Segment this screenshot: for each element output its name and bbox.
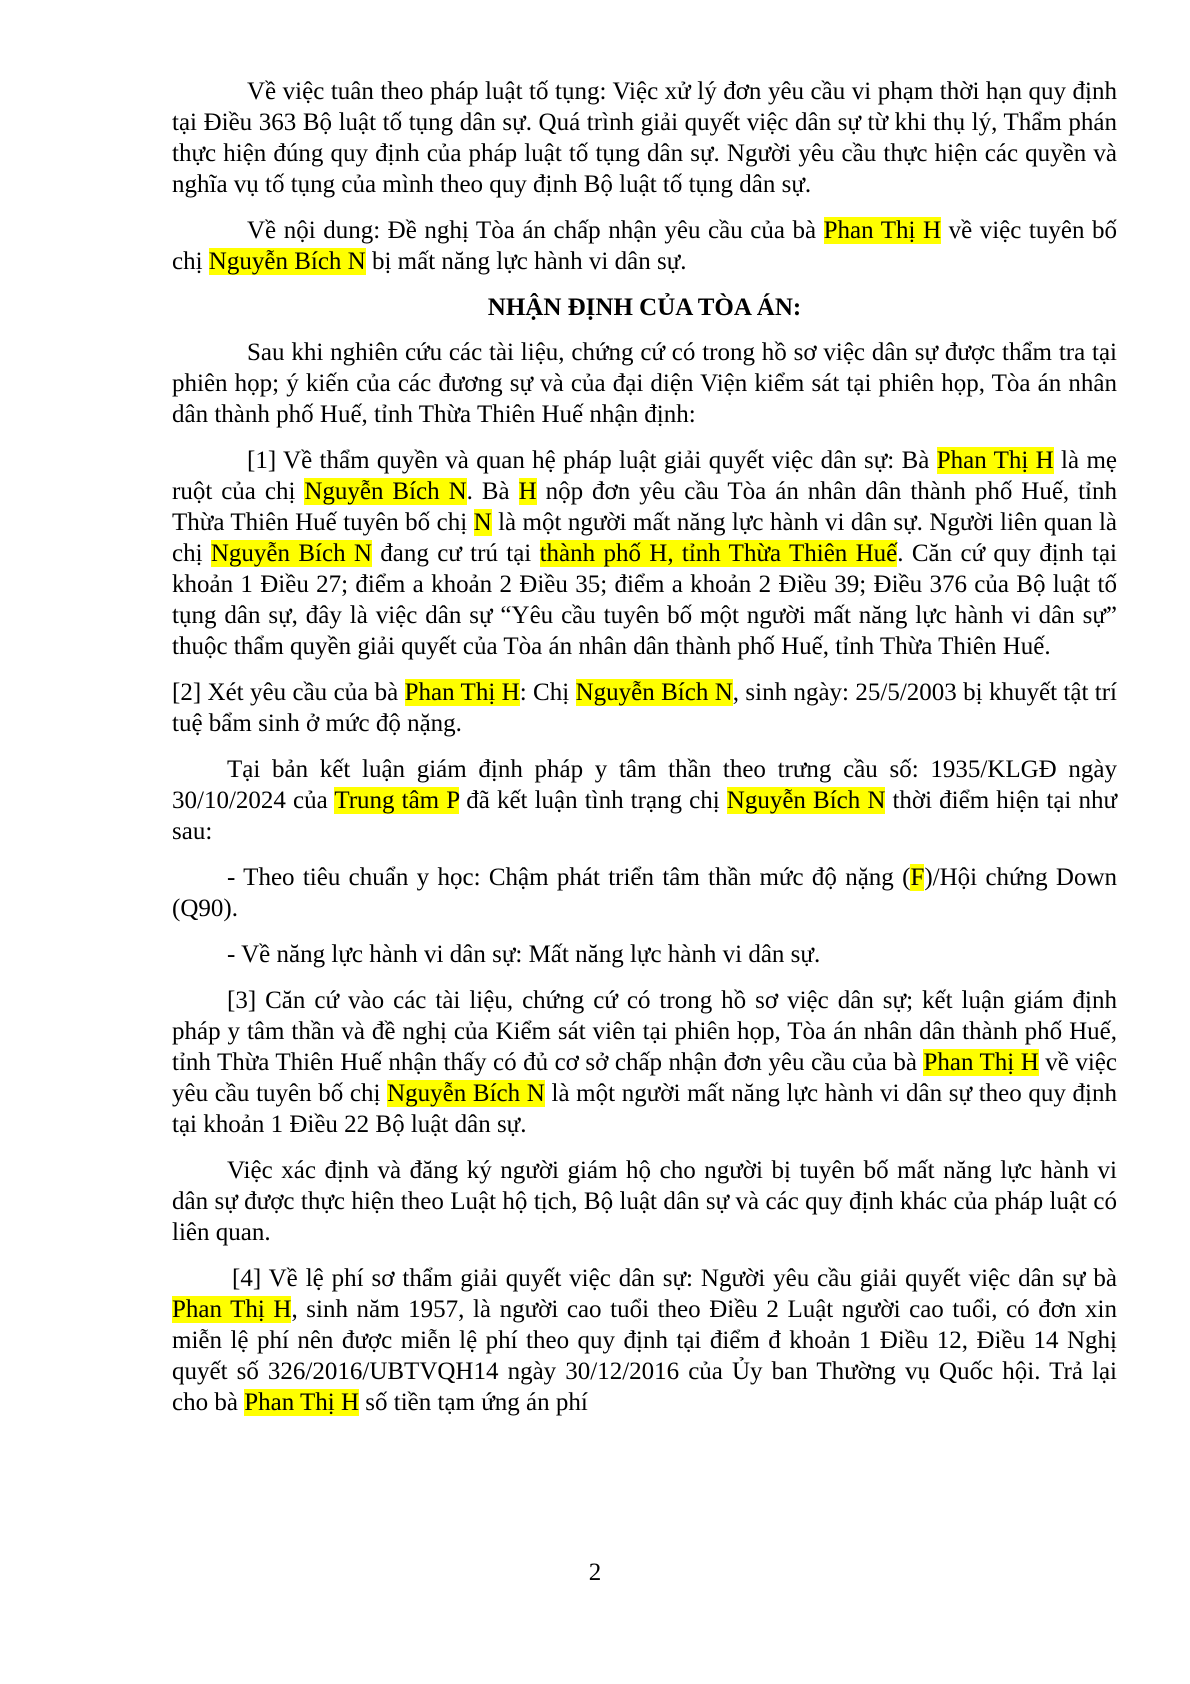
text-run: NHẬN ĐỊNH CỦA TÒA ÁN: [487,294,802,321]
document-body [172,76,1117,1433]
guardian-paragraph [172,1155,1117,1248]
highlighted-name: Nguyễn Bích N [210,540,372,567]
highlighted-name: N [473,509,492,536]
text-run: bị mất năng lực hành vi dân sự. [365,248,687,275]
highlighted-name: thành phố H, tỉnh Thừa Thiên Huế [539,540,898,567]
point-3-paragraph [172,985,1117,1140]
text-run: là một người mất năng lực hành vi dân sự theo quy định tại khoản 1 Điều 22 Bộ luật dân sự. [172,1080,1118,1138]
text-run: đang cư trú tại [371,540,540,567]
content-paragraph [172,215,1117,277]
text-run: là một người mất năng lực hành vi dân sự. Người liên quan là chị [172,509,1118,567]
highlighted-name: Phan Thị H [172,1296,292,1323]
text-run: số tiền tạm ứng án phí [359,1389,588,1416]
text-run: , sinh ngày: 25/5/2003 bị khuyết tật trí tuệ bẩm sinh ở mức độ nặng. [172,679,1117,737]
text-run: , sinh năm 1957, là người cao tuổi theo Điều 2 Luật người cao tuổi, có đơn xin miễn lệ phí nên được miễn lệ phí theo quy định tại điểm đ khoản 1 Điều 12, Điều 14 Nghị quyết số 326/2016/UBTVQH14 ngày 30/12/2016 của Ủy ban Thường vụ Quốc hội. Trả lại cho bà [172,1296,1117,1416]
text-run: Về nội dung: Đề nghị Tòa án chấp nhận yêu cầu của bà [247,217,824,244]
section-heading [172,292,1117,323]
text-run: [2] Xét yêu cầu của bà [172,679,405,706]
civil-capacity-item [172,939,1117,970]
text-run: [1] Về thẩm quyền và quan hệ pháp luật giải quyết việc dân sự: Bà [247,447,937,474]
text-run: )/Hội chứng Down (Q90). [172,864,1118,922]
highlighted-name: Nguyễn Bích N [575,679,733,706]
text-run: . Bà [466,478,519,505]
highlighted-name: Phan Thị H [936,447,1054,474]
point-2-paragraph [172,677,1117,739]
text-run: . Căn cứ quy định tại khoản 1 Điều 27; điểm a khoản 2 Điều 35; điểm a khoản 2 Điều 39; Điều 376 của Bộ luật tố tụng dân sự, đây là việc dân sự “Yêu cầu tuyên bố một người mất năng lực hành vi dân sự” thuộc thẩm quyền giải quyết của Tòa án nhân dân thành phố Huế, tỉnh Thừa Thiên Huế. [172,540,1117,660]
highlighted-name: F [910,864,925,891]
highlighted-name: Nguyễn Bích N [387,1080,545,1107]
highlighted-name: Phan Thị H [244,1389,360,1416]
text-run: Tại bản kết luận giám định pháp y tâm thần theo trưng cầu số: 1935/KLGĐ ngày 30/10/2024 của [172,756,1117,814]
text-run: là mẹ ruột của chị [172,447,1117,505]
text-run: Sau khi nghiên cứu các tài liệu, chứng cứ có trong hồ sơ việc dân sự được thẩm tra tại phiên họp; ý kiến của các đương sự và của đại diện Viện kiểm sát tại phiên họp, Tòa án nhân dân thành phố Huế, tỉnh Thừa Thiên Huế nhận định: [172,339,1117,428]
text-run: - Theo tiêu chuẩn y học: Chậm phát triển tâm thần mức độ nặng ( [227,864,911,891]
highlighted-name: Phan Thị H [923,1049,1039,1076]
text-run: thời điểm hiện tại như sau: [172,787,1118,845]
text-run: : Chị [519,679,576,706]
text-run: Việc xác định và đăng ký người giám hộ cho người bị tuyên bố mất năng lực hành vi dân sự được thực hiện theo Luật hộ tịch, Bộ luật dân sự và các quy định khác của pháp luật có liên quan. [172,1157,1117,1246]
highlighted-name: Nguyễn Bích N [304,478,467,505]
page-number: 2 [588,1559,602,1586]
medical-standard-item [172,862,1117,924]
text-run: nộp đơn yêu cầu Tòa án nhân dân thành phố Huế, tỉnh Thừa Thiên Huế tuyên bố chị [172,478,1118,536]
text-run: - Về năng lực hành vi dân sự: Mất năng lực hành vi dân sự. [227,941,821,968]
text-run: về việc yêu cầu tuyên bố chị [172,1049,1117,1107]
highlighted-name: Trung tâm P [334,787,460,814]
intro-paragraph [172,337,1117,430]
text-run: [3] Căn cứ vào các tài liệu, chứng cứ có trong hồ sơ việc dân sự; kết luận giám định pháp y tâm thần và đề nghị của Kiểm sát viên tại phiên họp, Tòa án nhân dân thành phố Huế, tỉnh Thừa Thiên Huế nhận thấy có đủ cơ sở chấp nhận đơn yêu cầu của bà [172,987,1117,1076]
text-run: về việc tuyên bố chị [172,217,1118,275]
point-4-paragraph [172,1263,1117,1418]
text-run: [4] Về lệ phí sơ thẩm giải quyết việc dân sự: Người yêu cầu giải quyết việc dân sự bà [232,1265,1117,1292]
highlighted-name: Phan Thị H [823,217,942,244]
text-run: Về việc tuân theo pháp luật tố tụng: Việc xử lý đơn yêu cầu vi phạm thời hạn quy định tại Điều 363 Bộ luật tố tụng dân sự. Quá trình giải quyết việc dân sự từ khi thụ lý, Thẩm phán thực hiện đúng quy định của pháp luật tố tụng dân sự. Người yêu cầu thực hiện các quyền và nghĩa vụ tố tụng của mình theo quy định Bộ luật tố tụng dân sự. [172,78,1117,198]
highlighted-name: Nguyễn Bích N [726,787,886,814]
text-run: đã kết luận tình trạng chị [459,787,727,814]
point-1-paragraph [172,445,1117,662]
assessment-paragraph [172,754,1117,847]
highlighted-name: Phan Thị H [404,679,520,706]
highlighted-name: H [518,478,537,505]
highlighted-name: Nguyễn Bích N [208,248,366,275]
procedure-paragraph [172,76,1117,200]
